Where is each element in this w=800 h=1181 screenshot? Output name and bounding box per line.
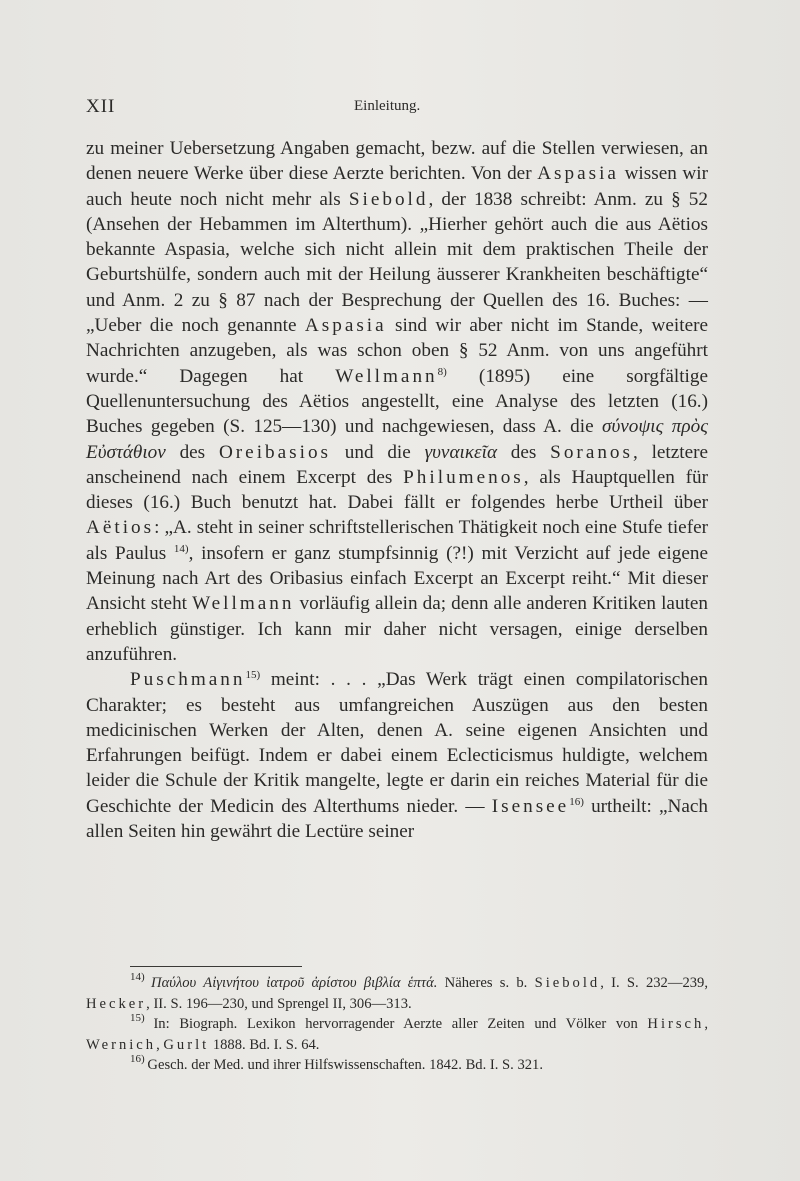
text-run: wissen wir auch heute noch nicht mehr als xyxy=(86,163,708,210)
text-run: (1895) eine sorgfältige Quellenuntersuchung des Aëtios angestellt, eine Analyse des letzten (16.) Buches gegeben (S. 125—130) und nachgewiesen, dass A. die xyxy=(86,365,708,438)
spaced-name: Siebold xyxy=(534,975,601,991)
footnote-marker: 15) xyxy=(245,669,261,682)
footnote-15 xyxy=(86,1014,708,1055)
footnote-marker: 8) xyxy=(437,365,447,378)
spaced-name: Isensee xyxy=(491,795,570,817)
spaced-name: Wellmann xyxy=(335,365,438,387)
footnote-marker: 16) xyxy=(130,1053,148,1066)
text-run: , II. S. 196—230, und Sprengel II, 306—313. xyxy=(146,995,412,1012)
spaced-name: Siebold xyxy=(348,188,429,210)
footnotes xyxy=(86,973,708,1076)
spaced-name: Aspasia xyxy=(537,163,619,185)
text-run: Näheres s. b. xyxy=(437,975,535,991)
text-run: , der 1838 schreibt: Anm. zu § 52 (Ansehen der Hebammen im Alterthum). „Hierher gehört auch die aus Aëtios bekannte Aspasia, welche sich nicht allein mit dem praktischen Theile der Geburtshülfe, sondern auch mit der Heilung äusserer Krankheiten beschäftigte“ und Anm. 2 zu § 87 nach der Besprechung der Quellen des 16. Buches: — „Ueber die noch genannte xyxy=(86,188,708,337)
paragraph xyxy=(86,667,708,844)
spaced-name: Wellmann xyxy=(192,593,295,615)
greek-text: Παύλου Αἰγινήτου ἰατροῦ ἀρίστου βιβλία ἑπτά. xyxy=(151,975,438,991)
text-run: , xyxy=(704,1016,708,1033)
spaced-name: Soranos xyxy=(550,441,633,463)
footnote-marker: 15) xyxy=(130,1012,154,1025)
text-run: des xyxy=(165,441,219,463)
spaced-name: Hecker xyxy=(86,995,147,1012)
text-run: und die xyxy=(331,441,425,463)
text-run: des xyxy=(497,441,551,463)
running-title: Einleitung. xyxy=(354,98,421,114)
spaced-name: Philumenos xyxy=(403,466,524,488)
text-run: meint: . . . „Das Werk trägt einen compilatorischen Charakter; es besteht aus umfangreichen Auszügen aus den besten medicinischen Werken der Alten, denen A. seine eigenen Ansichten und Erfahrungen beifügt. Indem er dabei einem Eclecticismus huldigte, welchem leider die Schule der Kritik mangelte, legte er darin ein reiches Material für die Geschichte der Medicin des Alterthums nieder. — xyxy=(86,669,708,817)
text-run: In: Biograph. Lexikon hervorragender Aerzte aller Zeiten und Völker von xyxy=(153,1016,648,1033)
spaced-name: Aëtios xyxy=(86,517,155,539)
text-run: , xyxy=(156,1036,164,1053)
page-header xyxy=(86,96,706,120)
paragraph xyxy=(86,136,708,667)
footnote-marker: 14) xyxy=(130,971,152,983)
text-run: , letztere anscheinend nach einem Excerpt des xyxy=(86,441,709,488)
footnote-14 xyxy=(86,973,708,1014)
spaced-name: Oreibasios xyxy=(218,441,331,463)
spaced-name: Wernich xyxy=(86,1036,157,1053)
footnote-marker: 14) xyxy=(173,542,189,555)
greek-text: γυναικεῖα xyxy=(424,441,498,463)
text-run: Gesch. der Med. und ihrer Hilfswissenschaften. 1842. Bd. I. S. 321. xyxy=(147,1057,544,1074)
text-run: , als Hauptquellen für dieses (16.) Buch benutzt hat. Dabei fällt er folgendes herbe Urtheil über xyxy=(86,466,708,514)
text-run: zu meiner Uebersetzung Angaben gemacht, bezw. auf die Stellen verwiesen, an denen neuere Werke über diese Aerzte berichten. Von der xyxy=(86,138,708,185)
text-run: urtheilt: „Nach allen Seiten hin gewährt die Lectüre seiner xyxy=(86,795,709,843)
text-run: vorläufig allein da; denn alle anderen Kritiken lauten erheblich günstiger. Ich kann mir daher nicht versagen, einige derselben anzuführen. xyxy=(86,593,708,665)
footnote-marker: 16) xyxy=(569,795,584,808)
text-run: , insofern er ganz stumpfsinnig (?!) mit Verzicht auf jede eigene Meinung nach Art des Oribasius einfach Excerpt an Excerpt reiht.“ Mit dieser Ansicht steht xyxy=(86,542,708,615)
page-number: XII xyxy=(86,96,116,117)
footnote-divider xyxy=(130,966,302,967)
text-run: 1888. Bd. I. S. 64. xyxy=(209,1036,320,1053)
spaced-name: Aspasia xyxy=(304,315,387,337)
greek-text: σύνοψις πρὸς Εὐστάθιον xyxy=(86,416,708,463)
body-text xyxy=(86,136,708,844)
spaced-name: Gurlt xyxy=(163,1036,210,1053)
text-run: , I. S. 232—239, xyxy=(600,975,708,991)
spaced-name: Hirsch xyxy=(647,1016,705,1033)
text-run: sind wir aber nicht im Stande, weitere Nachrichten anzugeben, als was schon oben § 52 Anm. von uns angeführt wurde.“ Dagegen hat xyxy=(86,315,708,387)
spaced-name: Puschmann xyxy=(130,669,246,691)
text-run: : „A. steht in seiner schriftstellerischen Thätigkeit noch eine Stufe tiefer als Paulus xyxy=(86,517,708,564)
footnote-16 xyxy=(86,1055,708,1076)
